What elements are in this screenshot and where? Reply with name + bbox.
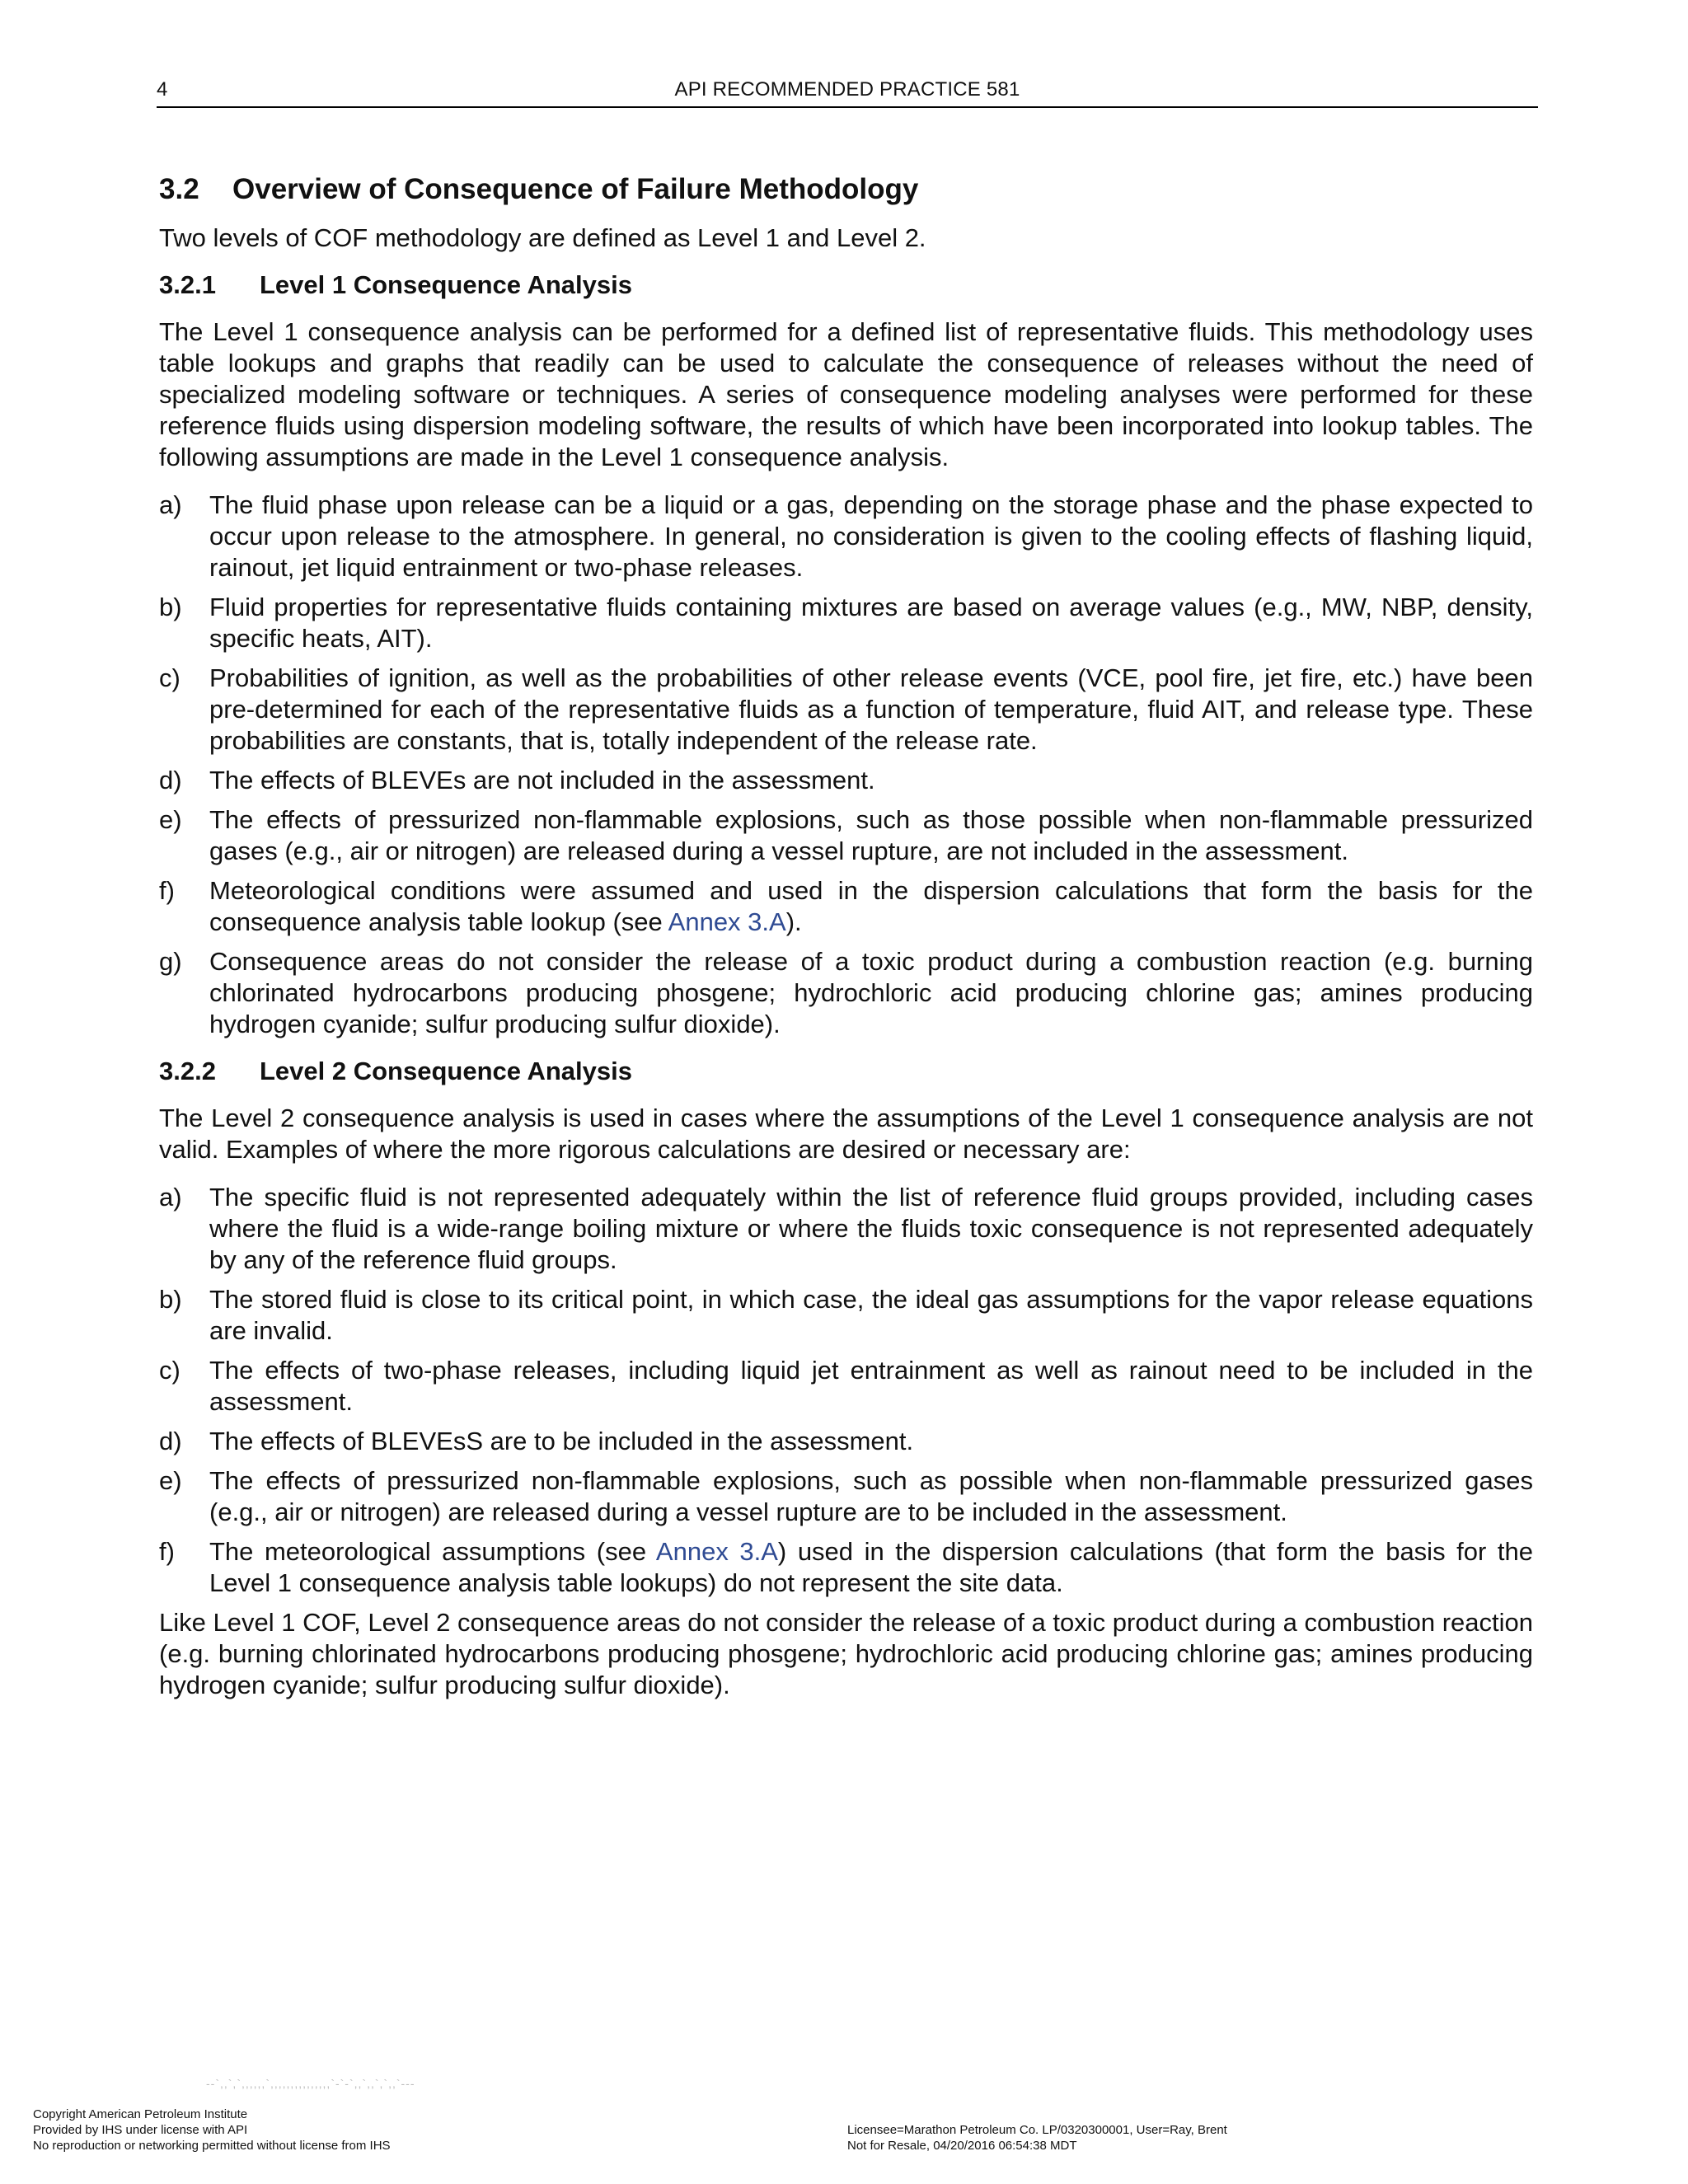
annex-3a-link[interactable]: Annex 3.A: [668, 907, 786, 936]
footer-watermark-dots: --`,,`,`,,,,,,`,,,,,,,,,,,,,,,`-`-`,,`,,`,`,,`---: [206, 2077, 415, 2090]
section-number: 3.2: [159, 173, 199, 205]
level1-paragraph: The Level 1 consequence analysis can be performed for a defined list of representative fluids. This methodology uses table lookups and graphs that readily can be used to calculate the consequence of releases without the need of specialized modeling software or techniques. A series of consequence modeling analyses were performed for these reference fluids using dispersion modeling software, the results of which have been incorporated into lookup tables. The following assumptions are made in the Level 1 consequence analysis.: [159, 317, 1533, 471]
list-item: [159, 490, 1533, 583]
footer-line: Not for Resale, 04/20/2016 06:54:38 MDT: [847, 2139, 1077, 2153]
subsection-heading-level2: [159, 1057, 1533, 1086]
list-item-text: Fluid properties for representative fluids containing mixtures are based on average values (e.g., MW, NBP, density, specific heats, AIT).: [209, 593, 1533, 653]
list-item: [159, 1355, 1533, 1418]
footer-license: [847, 2122, 1227, 2154]
section-intro: Two levels of COF methodology are defined as Level 1 and Level 2.: [159, 223, 926, 252]
list-item-text: The effects of pressurized non-flammable explosions, such as possible when non-flammable pressurized gases (e.g., air or nitrogen) are released during a vessel rupture are to be included in the assessment.: [209, 1466, 1533, 1526]
level2-closing-paragraph: Like Level 1 COF, Level 2 consequence areas do not consider the release of a toxic product during a combustion reaction (e.g. burning chlorinated hydrocarbons producing phosgene; hydrochloric acid producing chlorine gas; amines producing hydrogen cyanide; sulfur producing sulfur dioxide).: [159, 1608, 1533, 1699]
list-item: [159, 875, 1533, 938]
subsection-title: Level 2 Consequence Analysis: [260, 1057, 632, 1085]
annex-3a-link[interactable]: Annex 3.A: [655, 1537, 778, 1566]
list-item-text: The effects of two-phase releases, including liquid jet entrainment as well as rainout need to be included in the assessment.: [209, 1356, 1533, 1416]
subsection-number: 3.2.2: [159, 1057, 216, 1085]
list-item: [159, 1284, 1533, 1347]
list-item-text: The effects of pressurized non-flammable explosions, such as those possible when non-flammable pressurized gases (e.g., air or nitrogen) are released during a vessel rupture, are not included in the assessment.: [209, 805, 1533, 865]
subsection-heading-level1: [159, 270, 1533, 300]
list-item-text: Probabilities of ignition, as well as the probabilities of other release events (VCE, pool fire, jet fire, etc.) have been pre-determined for each of the representative fluids as a function of temperature, fluid AIT, and release type. These probabilities are constants, that is, totally independent of the release rate.: [209, 663, 1533, 755]
list-marker: a): [159, 1183, 182, 1212]
list-marker: a): [159, 490, 182, 519]
running-title: API RECOMMENDED PRACTICE 581: [674, 78, 1020, 101]
list-item-text-end: ).: [785, 907, 802, 936]
footer-copyright: [33, 2107, 391, 2154]
list-item-text-start: Meteorological conditions were assumed and used in the dispersion calculations that form the basis for the consequence analysis table lookup (see: [209, 876, 1533, 936]
subsection-title: Level 1 Consequence Analysis: [260, 270, 632, 299]
list-marker: b): [159, 1285, 182, 1314]
level2-case-list: [159, 1182, 1533, 1599]
list-item-text: [209, 1536, 1533, 1599]
page-header: [157, 78, 1538, 108]
list-item: [159, 663, 1533, 757]
section-title: Overview of Consequence of Failure Methodology: [232, 173, 919, 205]
document-body: [159, 173, 1533, 1718]
list-item-text: The specific fluid is not represented adequately within the list of reference fluid groups provided, including cases where the fluid is a wide-range boiling mixture or where the fluids toxic consequence is not represented adequately by any of the reference fluid groups.: [209, 1183, 1533, 1274]
list-item-text-start: The meteorological assumptions (see: [209, 1537, 656, 1566]
list-item: [159, 1426, 1533, 1457]
list-item: [159, 804, 1533, 867]
level1-assumption-list: [159, 490, 1533, 1040]
list-marker: b): [159, 593, 182, 621]
list-marker: f): [159, 876, 175, 905]
list-item: [159, 946, 1533, 1040]
list-item-text: [209, 875, 1533, 938]
list-item-text: The stored fluid is close to its critical point, in which case, the ideal gas assumptions for the vapor release equations are invalid.: [209, 1285, 1533, 1345]
page-number: 4: [157, 78, 168, 101]
list-item: [159, 765, 1533, 796]
list-item-text: The effects of BLEVEsS are to be included in the assessment.: [209, 1427, 914, 1455]
list-marker: e): [159, 1466, 182, 1495]
list-item-text: Consequence areas do not consider the release of a toxic product during a combustion reaction (e.g. burning chlorinated hydrocarbons producing phosgene; hydrochloric acid producing chlorine gas; amines producing hydrogen cyanide; sulfur producing sulfur dioxide).: [209, 947, 1533, 1038]
footer-line: Provided by IHS under license with API: [33, 2123, 248, 2137]
list-item: [159, 1182, 1533, 1276]
footer-line: Licensee=Marathon Petroleum Co. LP/0320300001, User=Ray, Brent: [847, 2123, 1227, 2137]
subsection-number: 3.2.1: [159, 270, 216, 299]
list-item: [159, 1465, 1533, 1528]
list-marker: c): [159, 1356, 181, 1385]
footer-line: Copyright American Petroleum Institute: [33, 2107, 248, 2121]
list-marker: f): [159, 1537, 175, 1566]
list-item-text: The effects of BLEVEs are not included in the assessment.: [209, 766, 875, 794]
list-item-text-end: ) used in the dispersion calculations (that form the basis for the Level 1 consequence analysis table lookups) do not represent the site data.: [209, 1537, 1533, 1597]
list-item: [159, 1536, 1533, 1599]
list-marker: d): [159, 1427, 182, 1455]
list-item-text: The fluid phase upon release can be a liquid or a gas, depending on the storage phase and the phase expected to occur upon release to the atmosphere. In general, no consideration is given to the cooling effects of flashing liquid, rainout, jet liquid entrainment or two-phase releases.: [209, 490, 1533, 582]
list-item: [159, 592, 1533, 654]
level2-paragraph: The Level 2 consequence analysis is used in cases where the assumptions of the Level 1 consequence analysis are not valid. Examples of where the more rigorous calculations are desired or necessary are:: [159, 1104, 1533, 1164]
list-marker: g): [159, 947, 182, 976]
list-marker: d): [159, 766, 182, 794]
list-marker: c): [159, 663, 181, 692]
section-heading: [159, 173, 1533, 206]
list-marker: e): [159, 805, 182, 834]
footer-line: No reproduction or networking permitted without license from IHS: [33, 2139, 391, 2153]
